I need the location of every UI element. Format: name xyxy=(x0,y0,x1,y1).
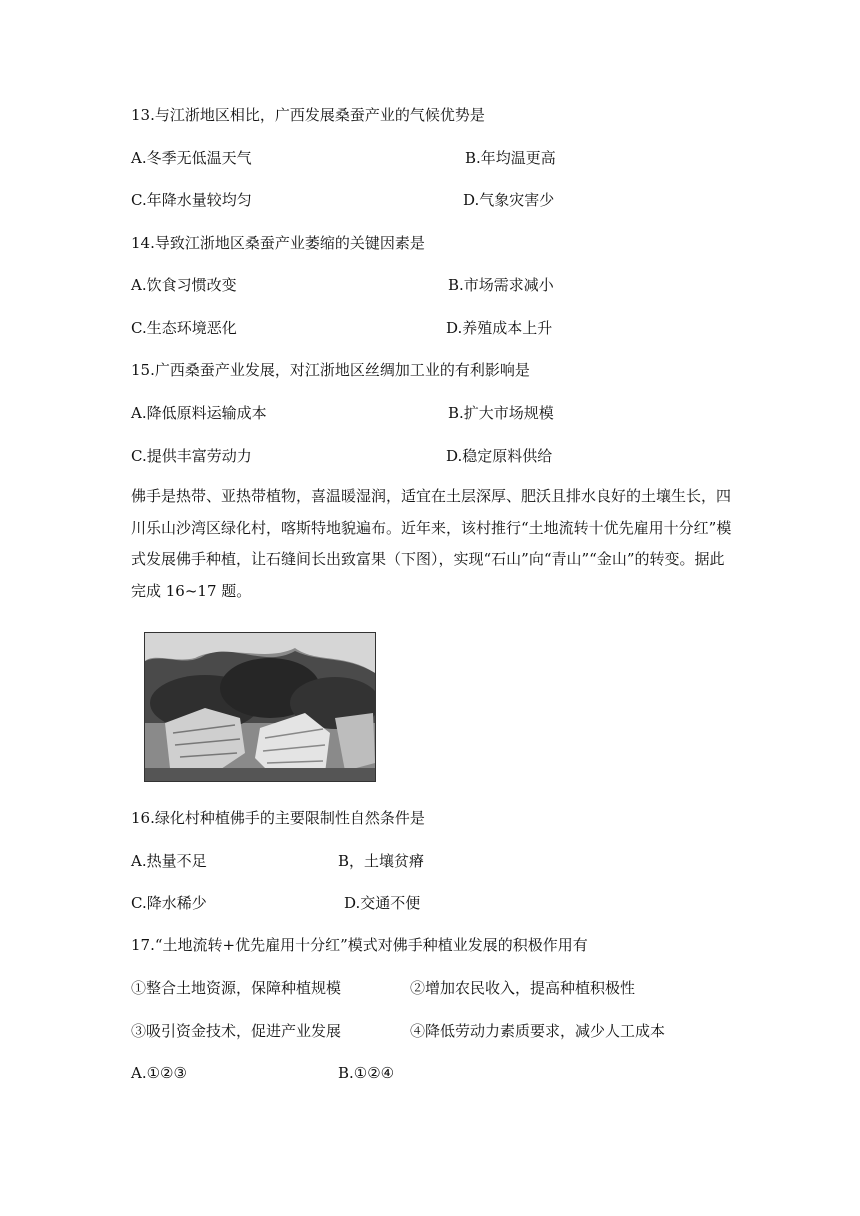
q13-option-a[interactable]: A.冬季无低温天气 xyxy=(131,149,252,167)
q13-stem: 13.与江浙地区相比，广西发展桑蚕产业的气候优势是 xyxy=(131,106,485,124)
q17-statement-1: ①整合土地资源，保障种植规模 xyxy=(131,979,342,997)
q17-statement-3: ③吸引资金技术，促进产业发展 xyxy=(131,1022,342,1040)
q16-option-d[interactable]: D.交通不便 xyxy=(344,894,421,912)
q14-stem: 14.导致江浙地区桑蚕产业萎缩的关键因素是 xyxy=(131,234,425,252)
q17-option-b[interactable]: B.①②④ xyxy=(338,1064,395,1082)
q17-statement-2: ②增加农民收入，提高种植积极性 xyxy=(410,979,636,997)
q15-option-c[interactable]: C.提供丰富劳动力 xyxy=(131,447,252,465)
q17-stem: 17.“土地流转+优先雇用十分红”模式对佛手种植业发展的积极作用有 xyxy=(131,936,588,954)
q15-option-a[interactable]: A.降低原料运输成本 xyxy=(131,404,267,422)
q15-option-d[interactable]: D.稳定原料供给 xyxy=(446,447,553,465)
q16-option-b[interactable]: B，土壤贫瘠 xyxy=(338,852,425,870)
reading-passage: 佛手是热带、亚热带植物，喜温暖湿润，适宜在土层深厚、肥沃且排水良好的土壤生长，四川乐山沙湾区绿化村，喀斯特地貌遍布。近年来，该村推行“土地流转十优先雇用十分红”模式发展佛手种植，让石缝间长出致富果（下图），实现“石山”向“青山”“金山”的转变。据此完成 16~17 题。 xyxy=(131,487,732,600)
q17-statement-4: ④降低劳动力素质要求，减少人工成本 xyxy=(410,1022,666,1040)
q13-option-c[interactable]: C.年降水量较均匀 xyxy=(131,191,252,209)
q13-option-d[interactable]: D.气象灾害少 xyxy=(463,191,555,209)
q15-option-b[interactable]: B.扩大市场规模 xyxy=(448,404,554,422)
q16-option-c[interactable]: C.降水稀少 xyxy=(131,894,207,912)
q16-option-a[interactable]: A.热量不足 xyxy=(131,852,207,870)
q15-stem: 15.广西桑蚕产业发展，对江浙地区丝绸加工业的有利影响是 xyxy=(131,361,530,379)
q16-stem: 16.绿化村种植佛手的主要限制性自然条件是 xyxy=(131,809,425,827)
q14-option-a[interactable]: A.饮食习惯改变 xyxy=(131,276,237,294)
q14-option-c[interactable]: C.生态环境恶化 xyxy=(131,319,237,337)
q17-option-a[interactable]: A.①②③ xyxy=(131,1064,187,1082)
q13-option-b[interactable]: B.年均温更高 xyxy=(465,149,556,167)
q14-option-d[interactable]: D.养殖成本上升 xyxy=(446,319,553,337)
q14-option-b[interactable]: B.市场需求减小 xyxy=(448,276,554,294)
karst-foshou-photo xyxy=(144,632,376,782)
